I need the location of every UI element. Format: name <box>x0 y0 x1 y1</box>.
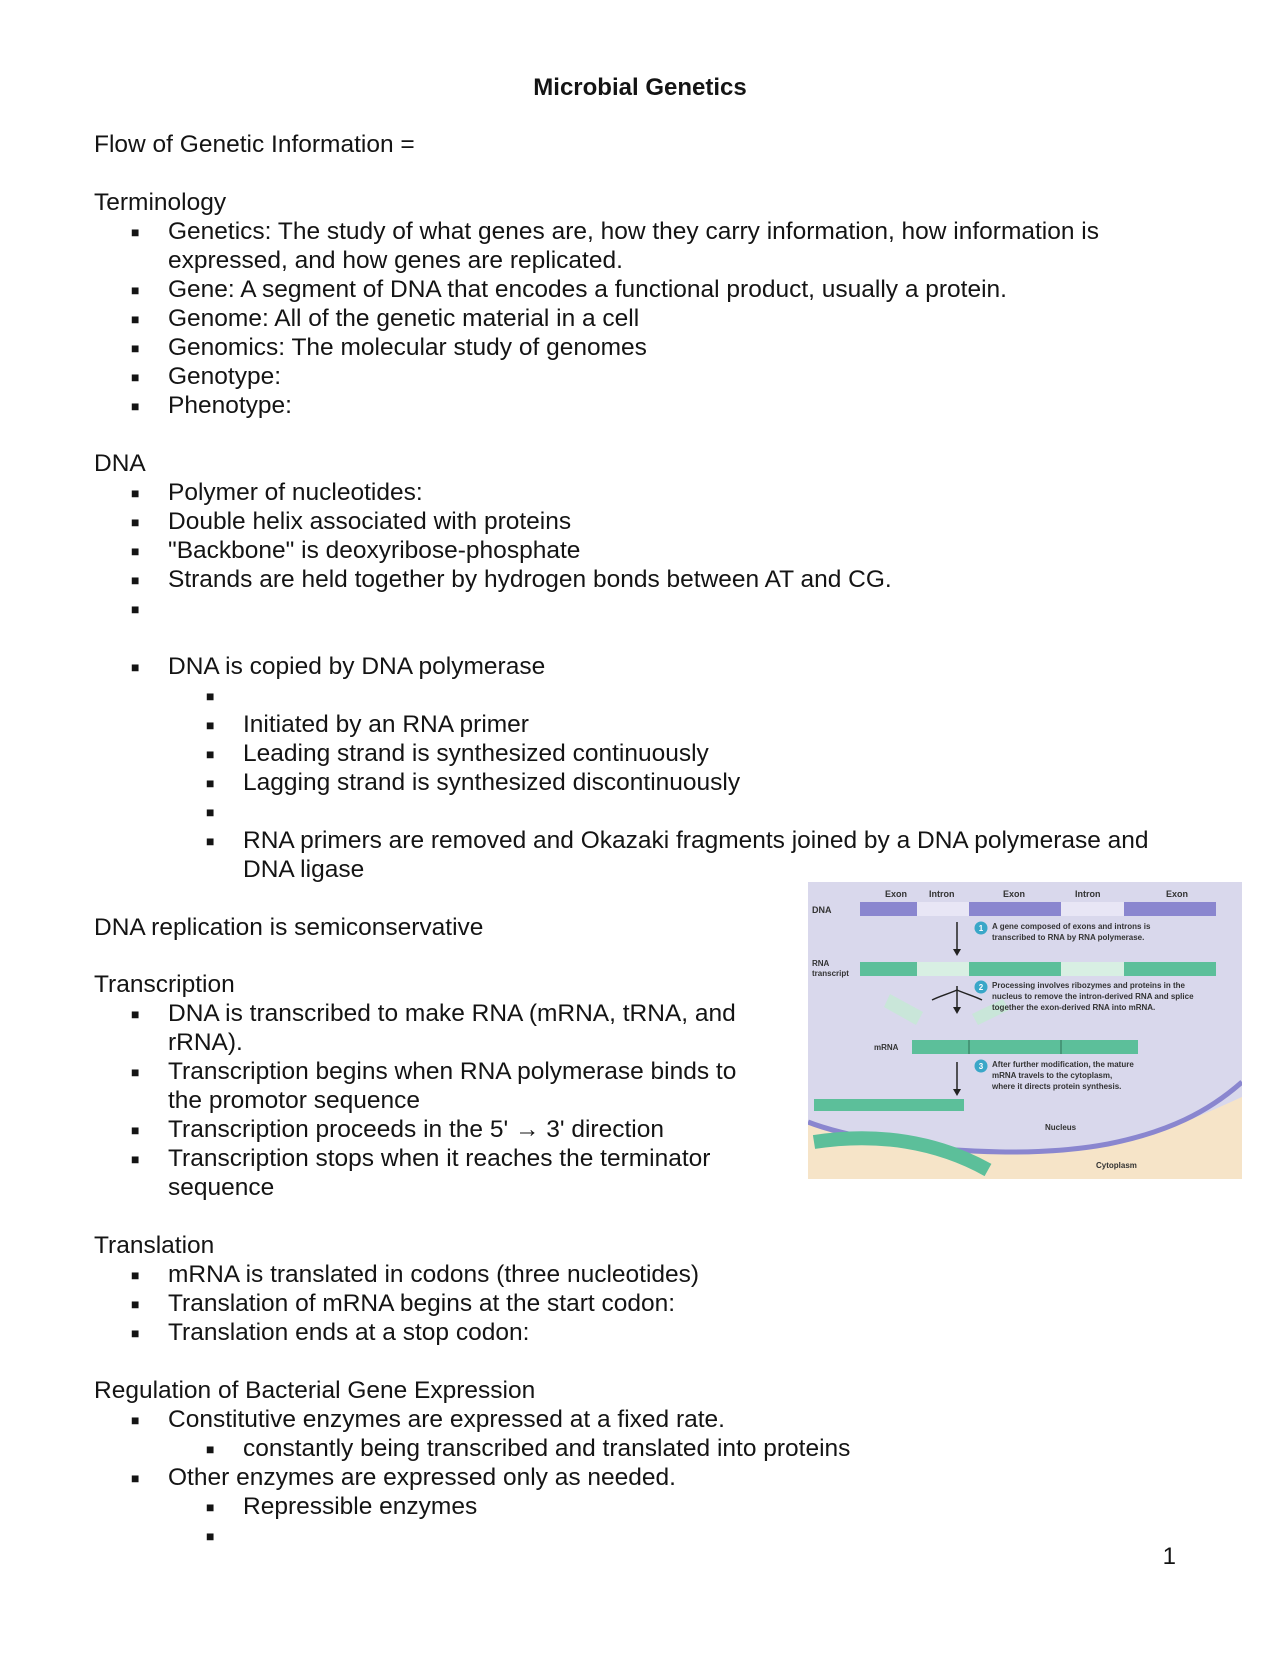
intron-label: Intron <box>1075 889 1101 899</box>
step-2-number: 2 <box>978 983 984 992</box>
sub-list-item: Initiated by an RNA primer <box>243 711 529 738</box>
bullet: ■ <box>206 833 215 849</box>
mrna-strand-lower <box>814 1099 964 1111</box>
bullet: ■ <box>206 1499 215 1515</box>
figure-svg <box>808 882 1242 1179</box>
bullet: ■ <box>131 572 140 588</box>
sub-list-item: Repressible enzymes <box>243 1493 478 1520</box>
intron-label: Intron <box>929 889 955 899</box>
transcription-heading: Transcription <box>94 971 235 998</box>
page-title: Microbial Genetics <box>533 74 747 101</box>
cytoplasm-label: Cytoplasm <box>1096 1161 1137 1170</box>
list-item: Polymer of nucleotides: <box>168 479 423 506</box>
dna-exon-segment <box>1124 902 1216 916</box>
rna-exon-segment <box>969 962 1061 976</box>
rna-exon-segment <box>860 962 917 976</box>
step-3-text: After further modification, the mature <box>992 1060 1134 1069</box>
list-item: Genomics: The molecular study of genomes <box>168 334 647 361</box>
bullet: ■ <box>131 1267 140 1283</box>
sub-list-item: Leading strand is synthesized continuously <box>243 740 709 767</box>
step-2-text: nucleus to remove the intron-derived RNA and splice <box>992 992 1194 1001</box>
step-2-text: Processing involves ribozymes and proteins in the <box>992 981 1185 990</box>
list-item: Double helix associated with proteins <box>168 508 572 535</box>
bullet-empty: ■ <box>206 688 215 704</box>
bullet: ■ <box>131 1296 140 1312</box>
step-1-text: transcribed to RNA by RNA polymerase. <box>992 933 1145 942</box>
list-item: Constitutive enzymes are expressed at a fixed rate. <box>168 1406 725 1433</box>
list-item: DNA is transcribed to make RNA (mRNA, tRNA, and <box>168 1000 736 1027</box>
dna-heading: DNA <box>94 450 146 477</box>
bullet-empty: ■ <box>206 804 215 820</box>
sub-list-item-continuation: DNA ligase <box>243 856 365 883</box>
list-item: Gene: A segment of DNA that encodes a functional product, usually a protein. <box>168 276 1007 303</box>
bullet: ■ <box>131 1470 140 1486</box>
regulation-heading: Regulation of Bacterial Gene Expression <box>94 1377 536 1404</box>
dna-exon-segment <box>969 902 1061 916</box>
list-item-continuation: the promotor sequence <box>168 1087 420 1114</box>
step-1-number: 1 <box>978 924 984 933</box>
dna-label: DNA <box>812 905 832 915</box>
transcript-label: transcript <box>812 969 849 978</box>
bullet: ■ <box>131 398 140 414</box>
bullet: ■ <box>131 659 140 675</box>
exon-label: Exon <box>885 889 908 899</box>
list-item: DNA is copied by DNA polymerase <box>168 653 546 680</box>
terminology-heading: Terminology <box>94 189 227 216</box>
step-3-number: 3 <box>978 1062 984 1071</box>
list-item: Other enzymes are expressed only as needed. <box>168 1464 676 1491</box>
exon-label: Exon <box>1003 889 1026 899</box>
list-item: Translation ends at a stop codon: <box>168 1319 530 1346</box>
list-item-continuation: rRNA). <box>168 1029 243 1056</box>
translation-heading: Translation <box>94 1232 215 1259</box>
list-item: Transcription stops when it reaches the terminator <box>168 1145 711 1172</box>
sub-list-item: RNA primers are removed and Okazaki fragments joined by a DNA polymerase and <box>243 827 1149 854</box>
step-3-text: where it directs protein synthesis. <box>992 1082 1122 1091</box>
rna-intron-segment <box>917 962 969 976</box>
sub-list-item: constantly being transcribed and translated into proteins <box>243 1435 851 1462</box>
list-item: Strands are held together by hydrogen bonds between AT and CG. <box>168 566 892 593</box>
bullet: ■ <box>206 717 215 733</box>
bullet: ■ <box>131 1064 140 1080</box>
rna-label: RNA <box>812 959 830 968</box>
dna-exon-segment <box>860 902 917 916</box>
step-3-text: mRNA travels to the cytoplasm, <box>992 1071 1113 1080</box>
dna-intron-segment <box>1061 902 1124 916</box>
sub-list-item: Lagging strand is synthesized discontinuously <box>243 769 741 796</box>
exon-label: Exon <box>1166 889 1189 899</box>
bullet: ■ <box>206 1441 215 1457</box>
nucleus-label: Nucleus <box>1045 1123 1077 1132</box>
bullet: ■ <box>131 369 140 385</box>
mrna-label: mRNA <box>874 1043 899 1052</box>
list-item-continuation: sequence <box>168 1174 275 1201</box>
bullet: ■ <box>131 1325 140 1341</box>
dna-intron-segment <box>917 902 969 916</box>
bullet: ■ <box>131 340 140 356</box>
list-item: mRNA is translated in codons (three nucleotides) <box>168 1261 700 1288</box>
bullet: ■ <box>131 1412 140 1428</box>
list-item: Phenotype: <box>168 392 292 419</box>
bullet-empty: ■ <box>131 601 140 617</box>
bullet: ■ <box>131 1006 140 1022</box>
list-item: Genetics: The study of what genes are, how they carry information, how information is <box>168 218 1099 245</box>
bullet: ■ <box>206 746 215 762</box>
bullet: ■ <box>206 775 215 791</box>
list-item: Genotype: <box>168 363 282 390</box>
list-item-continuation: expressed, and how genes are replicated. <box>168 247 623 274</box>
bullet: ■ <box>131 1151 140 1167</box>
list-item: Genome: All of the genetic material in a cell <box>168 305 640 332</box>
rna-exon-segment <box>1124 962 1216 976</box>
bullet: ■ <box>131 514 140 530</box>
mrna-strand <box>912 1040 1138 1054</box>
bullet-empty: ■ <box>206 1528 215 1544</box>
bullet: ■ <box>131 1122 140 1138</box>
replication-heading: DNA replication is semiconservative <box>94 914 484 941</box>
list-item: "Backbone" is deoxyribose-phosphate <box>168 537 581 564</box>
bullet: ■ <box>131 282 140 298</box>
page-number: 1 <box>1162 1543 1176 1570</box>
flow-heading: Flow of Genetic Information = <box>94 131 415 158</box>
gene-expression-figure <box>808 882 1242 1179</box>
step-2-text: together the exon-derived RNA into mRNA. <box>992 1003 1156 1012</box>
bullet: ■ <box>131 311 140 327</box>
bullet: ■ <box>131 543 140 559</box>
list-item: Transcription proceeds in the 5' → 3' direction <box>168 1116 664 1143</box>
bullet: ■ <box>131 224 140 240</box>
list-item: Translation of mRNA begins at the start codon: <box>168 1290 676 1317</box>
step-1-text: A gene composed of exons and introns is <box>992 922 1151 931</box>
rna-intron-segment <box>1061 962 1124 976</box>
bullet: ■ <box>131 485 140 501</box>
list-item: Transcription begins when RNA polymerase binds to <box>168 1058 737 1085</box>
